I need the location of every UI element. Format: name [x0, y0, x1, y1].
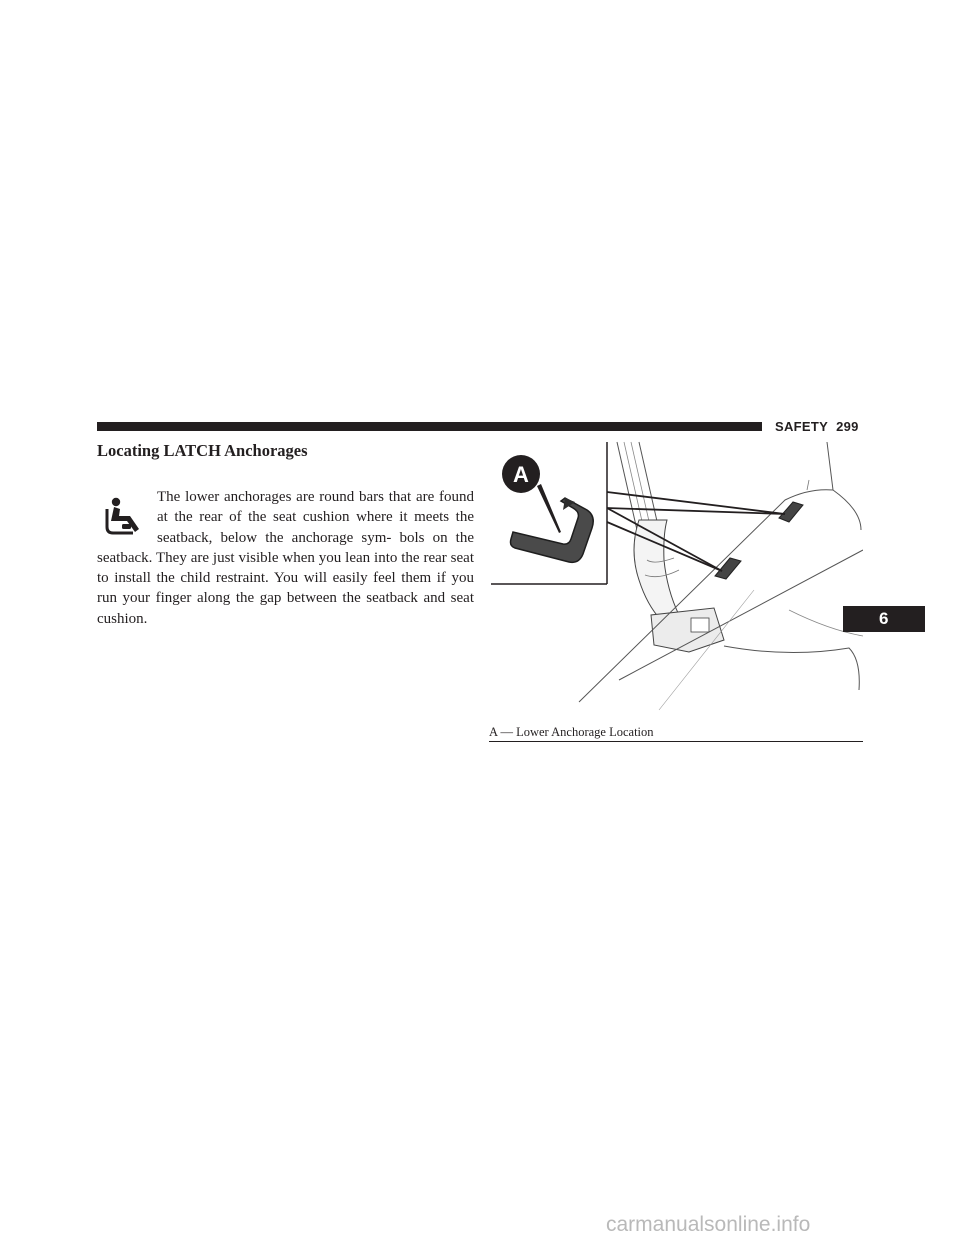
- child-seat-anchorage-icon: [97, 487, 153, 547]
- watermark: carmanualsonline.info: [606, 1213, 811, 1236]
- caption-rule: [489, 741, 863, 742]
- lower-anchorage-figure: [489, 440, 863, 713]
- header-section: SAFETY: [775, 419, 829, 434]
- page-number: 299: [836, 419, 859, 434]
- figure-caption: A — Lower Anchorage Location: [489, 725, 654, 739]
- section-title: Locating LATCH Anchorages: [97, 441, 308, 460]
- chapter-tab: 6: [843, 606, 925, 632]
- callout-letter: A: [513, 462, 529, 487]
- running-header: [775, 419, 859, 434]
- header-rule: [97, 422, 762, 431]
- body-paragraph: [97, 487, 474, 629]
- body-text: The lower anchorages are round bars that are found at the rear of the seat cushion where it meets the seatback, below the anchorage sym- bols on the seatback. They are just visible when you lean into the rear seat to install the child restraint. You will easily feel them if you run your finger along the gap between the seatback and seat cushion.: [97, 489, 474, 627]
